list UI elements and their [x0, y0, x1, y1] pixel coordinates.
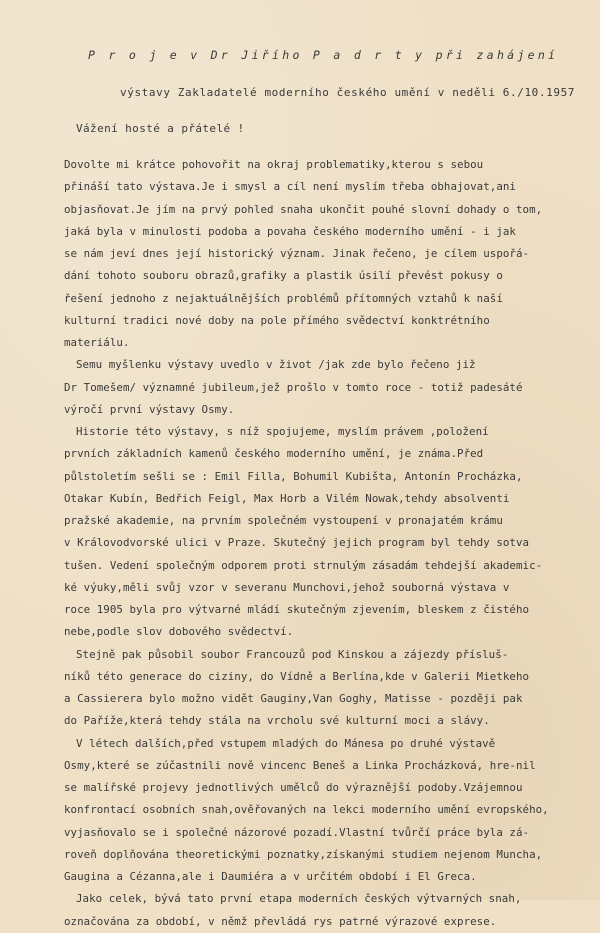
text-line: tušen. Vedení společným odporem proti strnulým zásadám tehdejší akademic-	[64, 558, 543, 572]
text-line: materiálu.	[64, 336, 130, 349]
text-line: dání tohoto souboru obrazů,grafiky a plastik úsilí převést pokusy o	[64, 269, 503, 283]
salutation: Vážení hosté a přátelé !	[76, 122, 245, 135]
text-line: výročí první výstavy Osmy.	[64, 402, 235, 416]
speech-title: P r o j e v Dr Jiřího P a d r t y při zahájení	[88, 48, 559, 62]
text-line: prvních základních kamenů českého moderního umění, je známa.Před	[64, 447, 484, 461]
text-line: konfrontací osobních snah,ověřovaných na lekci moderního umění evropského,	[64, 803, 549, 817]
text-line: Dovolte mi krátce pohovořit na okraj problematiky,kterou s sebou	[64, 158, 484, 171]
text-line: řešení jednoho z nejaktuálnějších problémů přítomných vztahů k naší	[64, 291, 503, 305]
text-line: se malířské projevy jednotlivých umělců do výraznější podoby.Vzájemnou	[64, 781, 523, 794]
text-line: níků této generace do ciziny, do Vídně a Berlína,kde v Galerii Mietkeho	[64, 669, 530, 683]
text-line: Otakar Kubín, Bedřich Feigl, Max Horb a Vilém Nowak,tehdy absolventi	[64, 491, 510, 505]
text-line: půlstoletím sešli se : Emil Filla, Bohumil Kubišta, Antonín Procházka,	[64, 469, 523, 483]
text-line: nebe,podle slov dobového svědectví.	[64, 625, 294, 639]
text-line: přináší tato výstava.Je i smysl a cíl není myslím třeba obhajovat,ani	[64, 180, 516, 194]
text-line: se nám jeví dnes její historický význam. Jinak řečeno, je cílem uspořá-	[64, 247, 530, 260]
text-line: Dr Tomešem/ významné jubileum,jež prošlo v tomto roce - totiž padesáté	[64, 380, 523, 394]
text-line: a Cassierera bylo možno vidět Gauginy,Van Goghy, Matisse - později pak	[64, 692, 523, 705]
text-line: Historie této výstavy, s níž spojujeme, myslím právem ,položení	[76, 425, 489, 438]
text-line: roveň doplňována theoretickými poznatky,získanými studiem nejenom Muncha,	[64, 847, 543, 861]
text-line: objasňovat.Je jím na prvý pohled snaha ukončit pouhé slovní dohady o tom,	[64, 202, 543, 216]
text-line: v Královodvorské ulici v Praze. Skutečný jejich program byl tehdy sotva	[64, 536, 530, 550]
text-line: pražské akademie, na prvním společném vystoupení v pronajatém krámu	[64, 514, 503, 527]
body-text	[0, 154, 600, 933]
text-line: ké výuky,měli svůj vzor v severanu Munchovi,jehož souborná výstava v	[64, 580, 510, 594]
text-line: Jako celek, bývá tato první etapa moderních českých výtvarných snah,	[76, 892, 522, 906]
text-line: Stejně pak působil soubor Francouzů pod Kinskou a zájezdy přísluš-	[76, 647, 509, 661]
text-line: kulturní tradici nové doby na pole přímého svědectví konktrétního	[64, 313, 490, 327]
text-line: Gaugina a Cézanna,ale i Daumiéra a v určitém období i El Greca.	[64, 870, 477, 883]
text-line: do Paříže,která tehdy stála na vrcholu své kulturní moci a slávy.	[64, 714, 490, 728]
text-line: vyjasňovalo se i společné názorové pozadí.Vlastní tvůrčí práce byla zá-	[64, 825, 530, 839]
text-line: V létech dalších,před vstupem mladých do Mánesa po druhé výstavě	[76, 736, 496, 750]
text-line: roce 1905 byla pro výtvarné mládí skutečným zjevením, bleskem z čistého	[64, 603, 530, 616]
exhibition-subtitle: výstavy Zakladatelé moderního českého umění v neděli 6./10.1957	[120, 86, 576, 99]
text-line: označována za období, v němž převládá rys patrné výrazové exprese.	[64, 914, 497, 928]
text-line: jaká byla v minulosti podoba a povaha českého moderního umění - i jak	[64, 224, 516, 238]
text-line: Osmy,které se zúčastnili nově vincenc Beneš a Linka Procházková, hre-nil	[64, 758, 536, 772]
text-line: Semu myšlenku výstavy uvedlo v život /jak zde bylo řečeno již	[76, 358, 476, 372]
